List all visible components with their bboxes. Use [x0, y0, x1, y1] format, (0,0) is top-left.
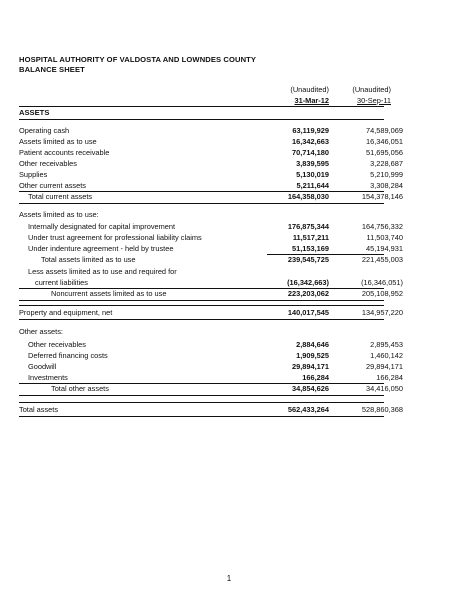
row-value-prior: (16,346,051) [361, 278, 403, 287]
row-label: Goodwill [28, 362, 57, 371]
row-label: Total other assets [51, 384, 109, 393]
row-value-current: 70,714,180 [292, 148, 329, 157]
section-heading: ASSETS [19, 108, 50, 117]
row-label: Total assets [19, 405, 59, 414]
section-rule [19, 305, 384, 306]
row-value-prior: 3,308,284 [370, 181, 403, 190]
column-1-date: 31-Mar-12 [294, 96, 329, 105]
table-row [19, 307, 403, 318]
table-row [19, 277, 403, 288]
row-value-current: 223,203,062 [287, 289, 329, 298]
column-2-date: 30-Sep-11 [357, 96, 391, 105]
row-value-current: 176,875,344 [287, 222, 329, 231]
row-label: Under trust agreement for professional liability claims [28, 233, 202, 242]
row-value-prior: 1,460,142 [370, 351, 403, 360]
table-row [19, 147, 403, 158]
row-label: Total current assets [28, 192, 93, 201]
row-value-prior: 2,895,453 [370, 340, 403, 349]
row-label: Assets limited as to use [19, 137, 97, 146]
row-value-prior: 3,228,687 [370, 159, 403, 168]
column-2-status: (Unaudited) [352, 85, 391, 94]
total-rule [19, 402, 384, 403]
subtotal-rule [19, 203, 384, 204]
row-value-prior: 166,284 [376, 373, 403, 382]
subtotal-row [19, 288, 403, 299]
table-row [19, 350, 403, 361]
table-row [19, 266, 384, 277]
subtotal-row [19, 383, 403, 394]
row-value-current: 140,017,545 [287, 308, 329, 317]
row-value-prior: 221,455,003 [361, 255, 403, 264]
row-label: Total assets limited as to use [41, 255, 136, 264]
row-label: Other receivables [19, 159, 77, 168]
subtotal-row [19, 191, 403, 202]
table-row [19, 180, 403, 191]
row-value-prior: 11,503,740 [366, 233, 403, 242]
row-label: Operating cash [19, 126, 70, 135]
section-rule [19, 319, 384, 320]
row-label: Supplies [19, 170, 48, 179]
row-value-prior: 528,860,368 [361, 405, 403, 414]
subtotal-row [19, 254, 403, 265]
row-label: Property and equipment, net [19, 308, 113, 317]
section-rule [19, 119, 384, 120]
row-value-current: 5,130,019 [296, 170, 329, 179]
subtotal-rule [19, 395, 384, 396]
row-label: Other assets: [19, 327, 63, 336]
table-row [19, 221, 403, 232]
row-value-current: 3,839,595 [296, 159, 329, 168]
row-value-prior: 29,894,171 [366, 362, 403, 371]
row-label: Assets limited as to use: [19, 210, 99, 219]
group-heading [19, 209, 384, 220]
row-value-current: 11,517,211 [292, 233, 329, 242]
row-value-current: 16,342,663 [292, 137, 329, 146]
report-title: BALANCE SHEET [19, 65, 85, 74]
row-label: current liabilities [35, 278, 88, 287]
row-value-current: 63,119,929 [292, 126, 329, 135]
row-label: Less assets limited as to use and required for [28, 267, 177, 276]
row-value-current: 34,854,626 [292, 384, 329, 393]
row-value-current: 239,545,725 [287, 255, 329, 264]
row-value-prior: 154,378,146 [361, 192, 403, 201]
table-row [19, 372, 403, 383]
group-heading [19, 326, 384, 337]
row-value-current: 2,884,646 [296, 340, 329, 349]
row-value-current: (16,342,663) [287, 278, 329, 287]
row-value-current: 166,284 [302, 373, 329, 382]
row-value-current: 29,894,171 [292, 362, 329, 371]
row-value-current: 164,358,030 [287, 192, 329, 201]
table-row [19, 243, 403, 254]
row-value-prior: 134,957,220 [361, 308, 403, 317]
page-number: 1 [226, 574, 232, 583]
row-label: Investments [28, 373, 68, 382]
column-1-status: (Unaudited) [290, 85, 329, 94]
row-label: Patient accounts receivable [19, 148, 110, 157]
table-row [19, 125, 403, 136]
row-value-prior: 205,108,952 [361, 289, 403, 298]
row-value-prior: 45,194,931 [366, 244, 403, 253]
subtotal-rule [19, 300, 384, 301]
table-row [19, 339, 403, 350]
row-value-current: 51,153,169 [292, 244, 329, 253]
row-label: Under indenture agreement - held by trustee [28, 244, 174, 253]
row-label: Deferred financing costs [28, 351, 108, 360]
row-value-current: 5,211,644 [296, 181, 329, 190]
row-value-current: 562,433,264 [287, 405, 329, 414]
row-value-prior: 34,416,050 [366, 384, 403, 393]
table-row [19, 158, 403, 169]
table-row [19, 136, 403, 147]
row-value-prior: 74,589,069 [366, 126, 403, 135]
table-row [19, 361, 403, 372]
row-value-current: 1,909,525 [296, 351, 329, 360]
organization-title: HOSPITAL AUTHORITY OF VALDOSTA AND LOWNDES COUNTY [19, 55, 257, 64]
row-label: Internally designated for capital improvement [28, 222, 176, 231]
row-value-prior: 51,695,056 [366, 148, 403, 157]
table-row [19, 169, 403, 180]
total-rule [19, 416, 384, 417]
row-label: Other receivables [28, 340, 86, 349]
row-label: Other current assets [19, 181, 86, 190]
row-value-prior: 16,346,051 [366, 137, 403, 146]
row-label: Noncurrent assets limited as to use [51, 289, 167, 298]
row-value-prior: 5,210,999 [370, 170, 403, 179]
table-row [19, 232, 403, 243]
total-row [19, 404, 403, 415]
row-value-prior: 164,756,332 [361, 222, 403, 231]
